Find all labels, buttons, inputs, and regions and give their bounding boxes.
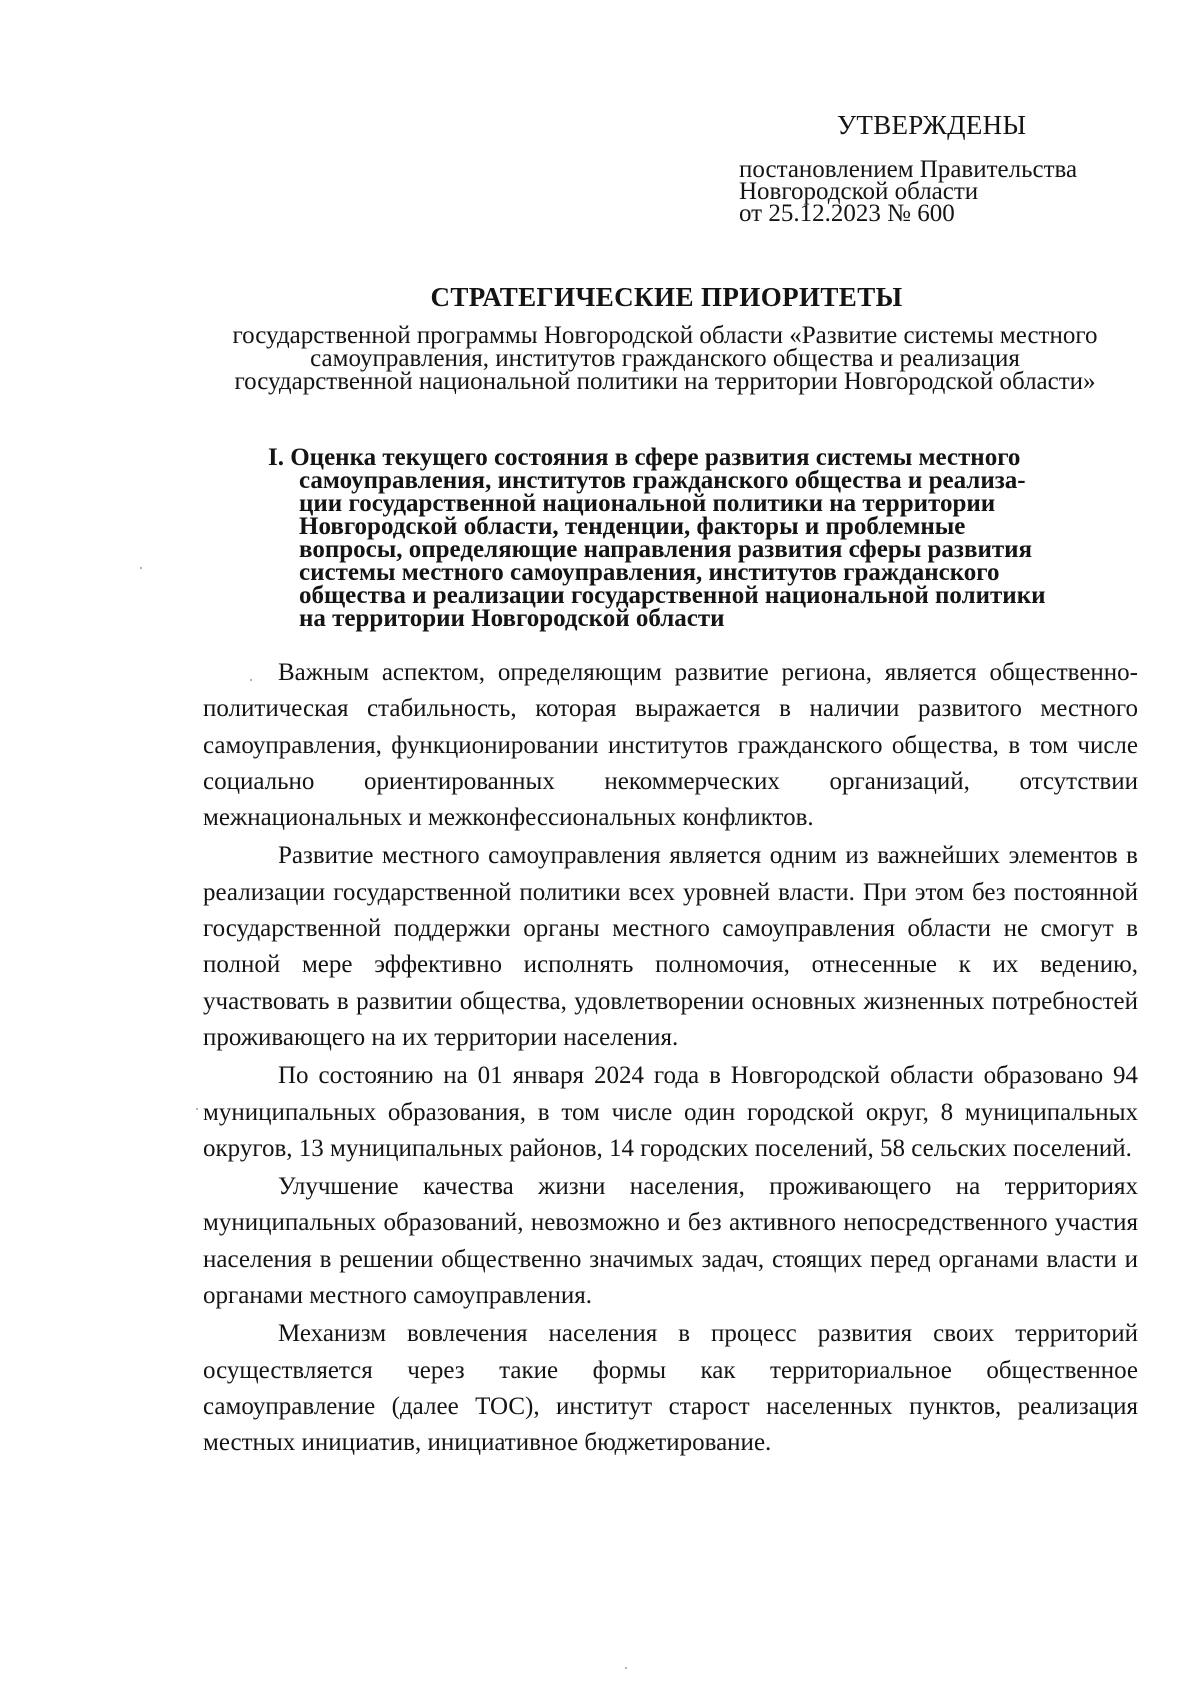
scan-speck — [196, 1108, 198, 1110]
document-subtitle — [200, 324, 1130, 393]
section-heading-line: системы местного самоуправления, институтов гражданского — [299, 559, 1000, 586]
subtitle-line: государственной программы Новгородской области «Развитие системы местного — [232, 322, 1098, 349]
approval-line: Новгородской области — [739, 178, 979, 205]
document-title: СТРАТЕГИЧЕСКИЕ ПРИОРИТЕТЫ — [430, 282, 903, 312]
section-heading-line: ции государственной национальной политики на территории — [299, 490, 996, 517]
section-heading-line: самоуправления, институтов гражданского общества и реализа- — [299, 467, 1026, 494]
section-heading-line: Новгородской области, тенденции, факторы и проблемные — [299, 513, 966, 540]
section-heading-line: общества и реализации государственной национальной политики — [299, 582, 1046, 609]
body-text — [203, 655, 1138, 1464]
paragraph: Важным аспектом, определяющим развитие региона, является общественно-политическая стабильность, которая выражается в наличии развитого местного самоуправления, функционировании институтов гражданского общества, в том числе социально ориентированных некоммерческих организаций, отсутствии межнациональных и межконфессиональных конфликтов. — [203, 659, 1138, 832]
paragraph: Улучшение качества жизни населения, проживающего на территориях муниципальных образований, невозможно и без активного непосредственного участия населения в решении общественно значимых задач, стоящих перед органами власти и органами местного самоуправления. — [203, 1173, 1138, 1310]
approval-line: от 25.12.2023 № 600 — [739, 200, 955, 227]
approval-title: УТВЕРЖДЕНЫ — [837, 110, 1027, 140]
section-heading-line: вопросы, определяющие направления развития сферы развития — [299, 536, 1033, 563]
section-heading — [268, 446, 1148, 630]
section-heading-line: I. Оценка текущего состояния в сфере развития системы местного — [268, 444, 1021, 471]
approval-block — [739, 108, 1179, 225]
subtitle-line: самоуправления, институтов гражданского общества и реализация — [310, 345, 1020, 372]
paragraph: Механизм вовлечения населения в процесс развития своих территорий осуществляется через такие формы как территориальное общественное самоуправление (далее ТОС), институт старост населенных пунктов, реализация местных инициатив, инициативное бюджетирование. — [203, 1320, 1138, 1457]
scan-speck — [140, 567, 142, 569]
paragraph: Развитие местного самоуправления является одним из важнейших элементов в реализации государственной политики всех уровней власти. При этом без постоянной государственной поддержки органы местного самоуправления области не смогут в полной мере эффективно исполнять полномочия, отнесенные к их ведению, участвовать в развитии общества, удовлетворении основных жизненных потребностей проживающего на их территории населения. — [203, 842, 1138, 1051]
scan-speck — [250, 679, 252, 681]
paragraph: По состоянию на 01 января 2024 года в Новгородской области образовано 94 муниципальных образования, в том числе один городской округ, 8 муниципальных округов, 13 муниципальных районов, 14 городских поселений, 58 сельских поселений. — [203, 1062, 1138, 1162]
subtitle-line: государственной национальной политики на территории Новгородской области» — [234, 368, 1096, 395]
scan-speck — [625, 1667, 627, 1669]
section-heading-line: на территории Новгородской области — [299, 605, 725, 632]
approval-line: постановлением Правительства — [739, 156, 1078, 183]
